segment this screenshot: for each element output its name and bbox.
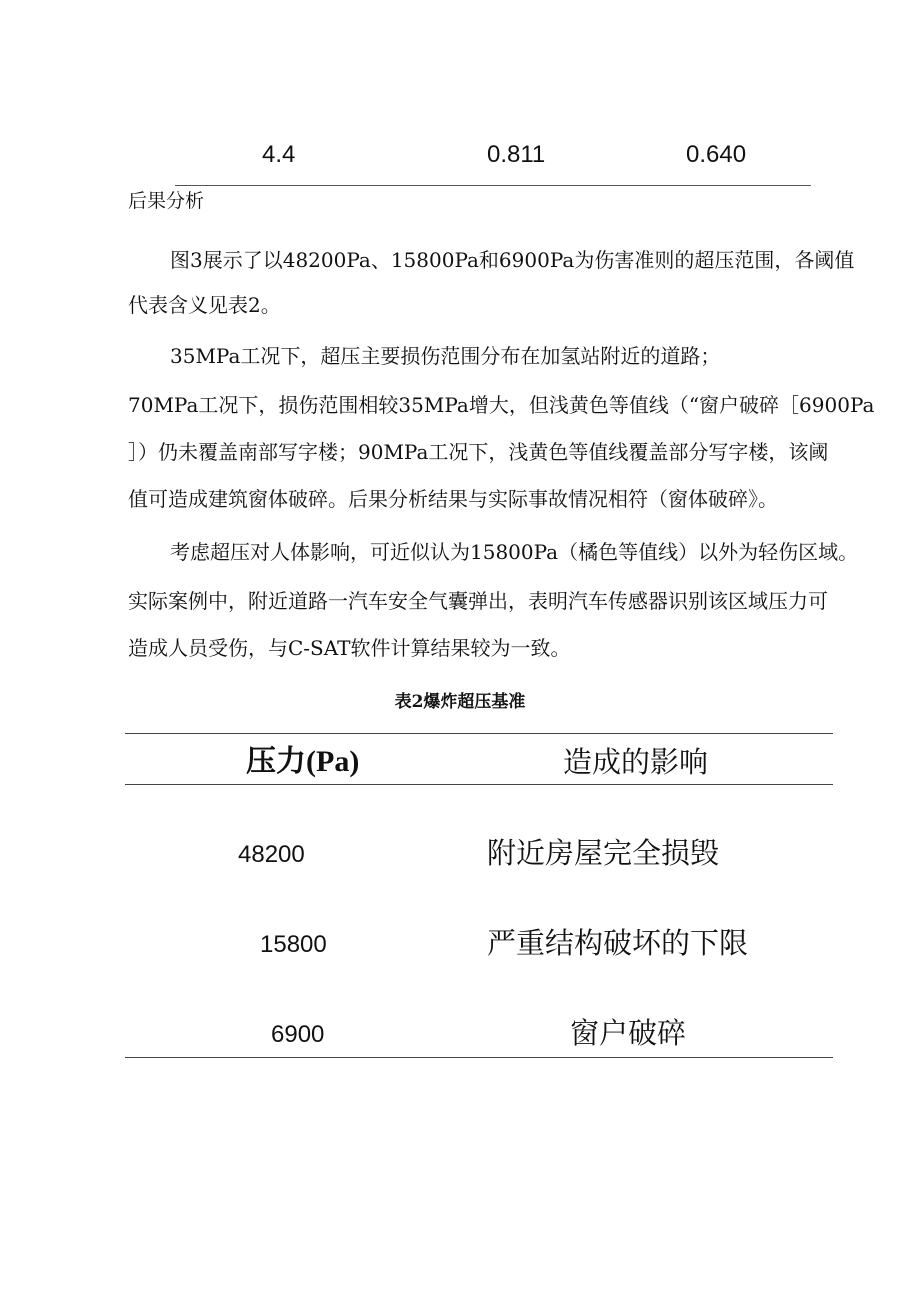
- top-row-cell-1: 4.4: [262, 141, 296, 168]
- paragraph-3-line-2: ］）仍未覆盖南部写字楼；90MPa工况下，浅黄色等值线覆盖部分写字楼，该阈: [128, 440, 829, 464]
- paragraph-1-line-1: 图3展示了以48200Pa、15800Pa和6900Pa为伤害准则的超压范围，各阈值: [170, 248, 855, 272]
- paragraph-2-line-1: 35MPa工况下，超压主要损伤范围分布在加氢站附近的道路；: [170, 344, 721, 368]
- paragraph-3-line-3: 值可造成建筑窗体破碎。后果分析结果与实际事故情况相符（窗体破碎》。: [128, 487, 778, 511]
- paragraph-1-line-2: 代表含义见表2。: [128, 293, 281, 317]
- table-caption: 表2爆炸超压基准: [394, 692, 526, 712]
- section-heading: 后果分析: [128, 190, 205, 212]
- table-header-effect: 造成的影响: [563, 745, 709, 779]
- table-row-1-pressure: 48200: [238, 841, 305, 868]
- table-header-pressure: 压力(Pa): [246, 745, 360, 778]
- paragraph-4-line-3: 造成人员受伤，与C-SAT软件计算结果较为一致。: [128, 636, 571, 660]
- table-row-3-effect: 窗户破碎: [570, 1016, 687, 1050]
- paragraph-3-line-1: 70MPa工况下，损伤范围相较35MPa增大，但浅黄色等值线（“窗户破碎［6900Pa: [128, 393, 875, 417]
- table-header-rule: [125, 784, 833, 785]
- top-table-bottom-rule: [175, 185, 811, 186]
- top-row-cell-2: 0.811: [487, 141, 546, 168]
- top-row-cell-3: 0.640: [686, 141, 747, 168]
- table-row-1-effect: 附近房屋完全损毁: [487, 836, 720, 870]
- table-top-rule: [125, 733, 833, 734]
- table-row-2-effect: 严重结构破坏的下限: [487, 926, 749, 960]
- paragraph-4-line-2: 实际案例中，附近道路一汽车安全气囊弹出，表明汽车传感器识别该区域压力可: [128, 589, 828, 613]
- table-row-3-pressure: 6900: [271, 1021, 325, 1048]
- paragraph-4-line-1: 考虑超压对人体影响，可近似认为15800Pa（橘色等值线）以外为轻伤区域。: [170, 540, 859, 564]
- table-bottom-rule: [125, 1057, 833, 1058]
- table-row-2-pressure: 15800: [260, 931, 327, 958]
